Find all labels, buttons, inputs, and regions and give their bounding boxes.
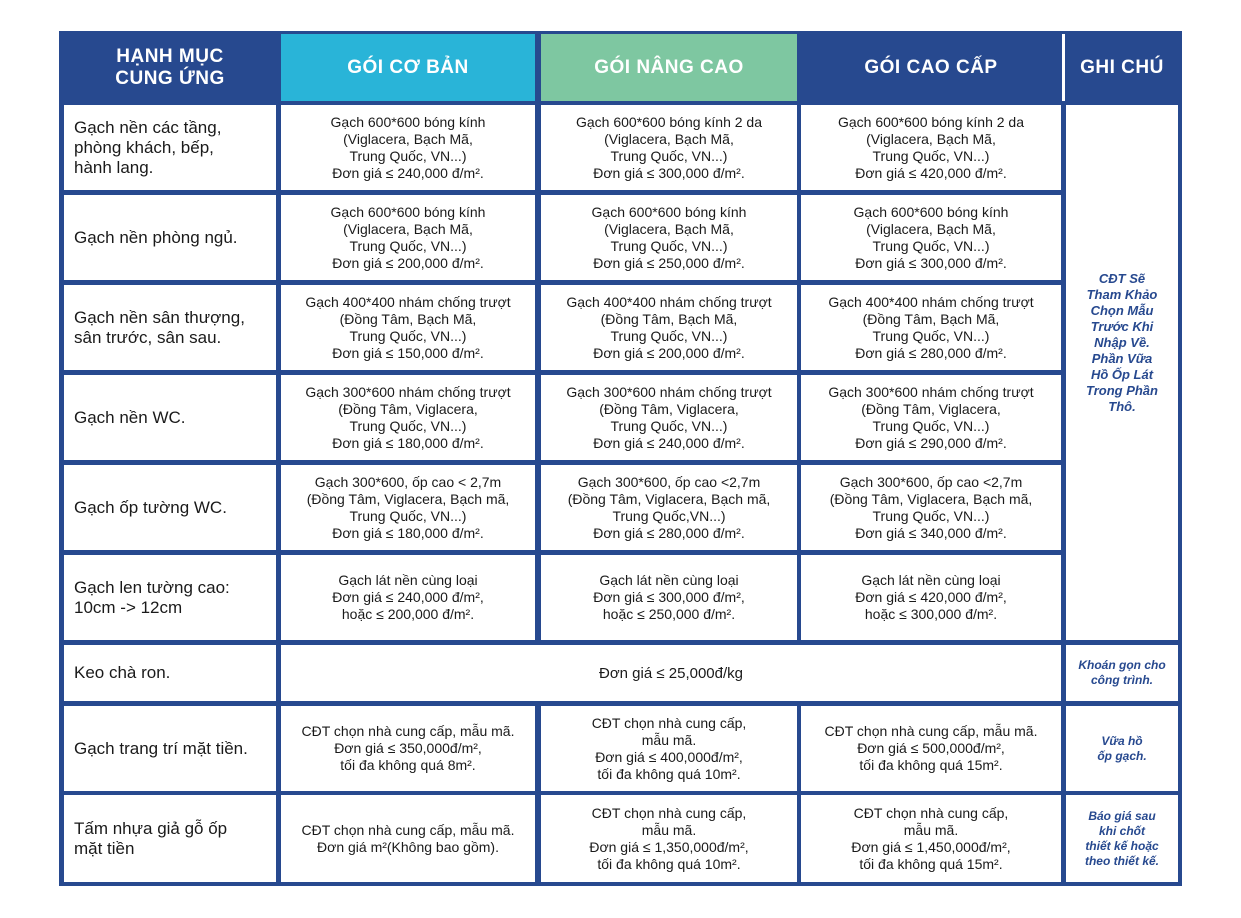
premium-cell: Gạch 600*600 bóng kính (Viglacera, Bạch Mã, Trung Quốc, VN...) Đơn giá ≤ 300,000 đ/m². bbox=[801, 195, 1061, 280]
row-category: Gạch nền các tầng, phòng khách, bếp, hành lang. bbox=[64, 105, 276, 190]
premium-cell: Gạch lát nền cùng loại Đơn giá ≤ 420,000 đ/m², hoặc ≤ 300,000 đ/m². bbox=[801, 555, 1061, 640]
premium-cell: CĐT chọn nhà cung cấp, mẫu mã. Đơn giá ≤ 500,000đ/m², tối đa không quá 15m². bbox=[801, 706, 1061, 791]
basic-cell: Gạch lát nền cùng loại Đơn giá ≤ 240,000 đ/m², hoặc ≤ 200,000 đ/m². bbox=[281, 555, 535, 640]
header-note: GHI CHÚ bbox=[1066, 34, 1178, 101]
advanced-cell: Gạch 600*600 bóng kính 2 da (Viglacera, Bạch Mã, Trung Quốc, VN...) Đơn giá ≤ 300,000 đ/m². bbox=[541, 105, 797, 190]
basic-cell: Gạch 400*400 nhám chống trượt (Đồng Tâm, Bạch Mã, Trung Quốc, VN...) Đơn giá ≤ 150,000 đ/m². bbox=[281, 285, 535, 370]
header-advanced-package: GÓI NÂNG CAO bbox=[541, 34, 797, 101]
grout-note: Khoán gọn cho công trình. bbox=[1066, 645, 1178, 701]
row-category: Gạch nền WC. bbox=[64, 375, 276, 460]
basic-cell: Gạch 600*600 bóng kính (Viglacera, Bạch Mã, Trung Quốc, VN...) Đơn giá ≤ 240,000 đ/m². bbox=[281, 105, 535, 190]
advanced-cell: Gạch 300*600, ốp cao <2,7m (Đồng Tâm, Viglacera, Bạch mã, Trung Quốc,VN...) Đơn giá ≤ 280,000 đ/m². bbox=[541, 465, 797, 550]
wood-panel-note: Báo giá sau khi chốt thiết kế hoặc theo thiết kế. bbox=[1066, 795, 1178, 882]
header-item: HẠNH MỤC CUNG ỨNG bbox=[64, 34, 276, 101]
row-category: Gạch nền sân thượng, sân trước, sân sau. bbox=[64, 285, 276, 370]
row-category: Gạch ốp tường WC. bbox=[64, 465, 276, 550]
advanced-cell: Gạch 600*600 bóng kính (Viglacera, Bạch Mã, Trung Quốc, VN...) Đơn giá ≤ 250,000 đ/m². bbox=[541, 195, 797, 280]
row-category-wood-panel: Tấm nhựa giả gỗ ốp mặt tiền bbox=[64, 795, 276, 882]
premium-cell: Gạch 400*400 nhám chống trượt (Đồng Tâm, Bạch Mã, Trung Quốc, VN...) Đơn giá ≤ 280,000 đ/m². bbox=[801, 285, 1061, 370]
row-category-facade: Gạch trang trí mặt tiền. bbox=[64, 706, 276, 791]
basic-cell: CĐT chọn nhà cung cấp, mẫu mã. Đơn giá m²(Không bao gồm). bbox=[281, 795, 535, 882]
basic-cell: Gạch 600*600 bóng kính (Viglacera, Bạch Mã, Trung Quốc, VN...) Đơn giá ≤ 200,000 đ/m². bbox=[281, 195, 535, 280]
grout-price-cell: Đơn giá ≤ 25,000đ/kg bbox=[281, 645, 1061, 701]
row-category: Gạch nền phòng ngủ. bbox=[64, 195, 276, 280]
advanced-cell: Gạch 400*400 nhám chống trượt (Đồng Tâm, Bạch Mã, Trung Quốc, VN...) Đơn giá ≤ 200,000 đ/m². bbox=[541, 285, 797, 370]
advanced-cell: Gạch lát nền cùng loại Đơn giá ≤ 300,000 đ/m², hoặc ≤ 250,000 đ/m². bbox=[541, 555, 797, 640]
row-category: Gạch len tường cao: 10cm -> 12cm bbox=[64, 555, 276, 640]
row-category-grout: Keo chà ron. bbox=[64, 645, 276, 701]
premium-cell: Gạch 300*600, ốp cao <2,7m (Đồng Tâm, Viglacera, Bạch mã, Trung Quốc, VN...) Đơn giá ≤ 340,000 đ/m². bbox=[801, 465, 1061, 550]
merged-note: CĐT Sẽ Tham Khảo Chọn Mẫu Trước Khi Nhập Về. Phần Vữa Hồ Ốp Lát Trong Phần Thô. bbox=[1066, 105, 1178, 640]
advanced-cell: CĐT chọn nhà cung cấp, mẫu mã. Đơn giá ≤ 400,000đ/m², tối đa không quá 10m². bbox=[541, 706, 797, 791]
basic-cell: CĐT chọn nhà cung cấp, mẫu mã. Đơn giá ≤ 350,000đ/m², tối đa không quá 8m². bbox=[281, 706, 535, 791]
header-basic-package: GÓI CƠ BẢN bbox=[281, 34, 535, 101]
premium-cell: CĐT chọn nhà cung cấp, mẫu mã. Đơn giá ≤ 1,450,000đ/m², tối đa không quá 15m². bbox=[801, 795, 1061, 882]
facade-note: Vữa hồ ốp gạch. bbox=[1066, 706, 1178, 791]
premium-cell: Gạch 600*600 bóng kính 2 da (Viglacera, Bạch Mã, Trung Quốc, VN...) Đơn giá ≤ 420,000 đ/m². bbox=[801, 105, 1061, 190]
basic-cell: Gạch 300*600, ốp cao < 2,7m (Đồng Tâm, Viglacera, Bạch mã, Trung Quốc, VN...) Đơn giá ≤ 180,000 đ/m². bbox=[281, 465, 535, 550]
basic-cell: Gạch 300*600 nhám chống trượt (Đồng Tâm, Viglacera, Trung Quốc, VN...) Đơn giá ≤ 180,000 đ/m². bbox=[281, 375, 535, 460]
header-divider bbox=[1062, 34, 1065, 101]
advanced-cell: CĐT chọn nhà cung cấp, mẫu mã. Đơn giá ≤ 1,350,000đ/m², tối đa không quá 10m². bbox=[541, 795, 797, 882]
header-premium-package: GÓI CAO CẤP bbox=[801, 34, 1061, 101]
advanced-cell: Gạch 300*600 nhám chống trượt (Đồng Tâm, Viglacera, Trung Quốc, VN...) Đơn giá ≤ 240,000 đ/m². bbox=[541, 375, 797, 460]
premium-cell: Gạch 300*600 nhám chống trượt (Đồng Tâm, Viglacera, Trung Quốc, VN...) Đơn giá ≤ 290,000 đ/m². bbox=[801, 375, 1061, 460]
